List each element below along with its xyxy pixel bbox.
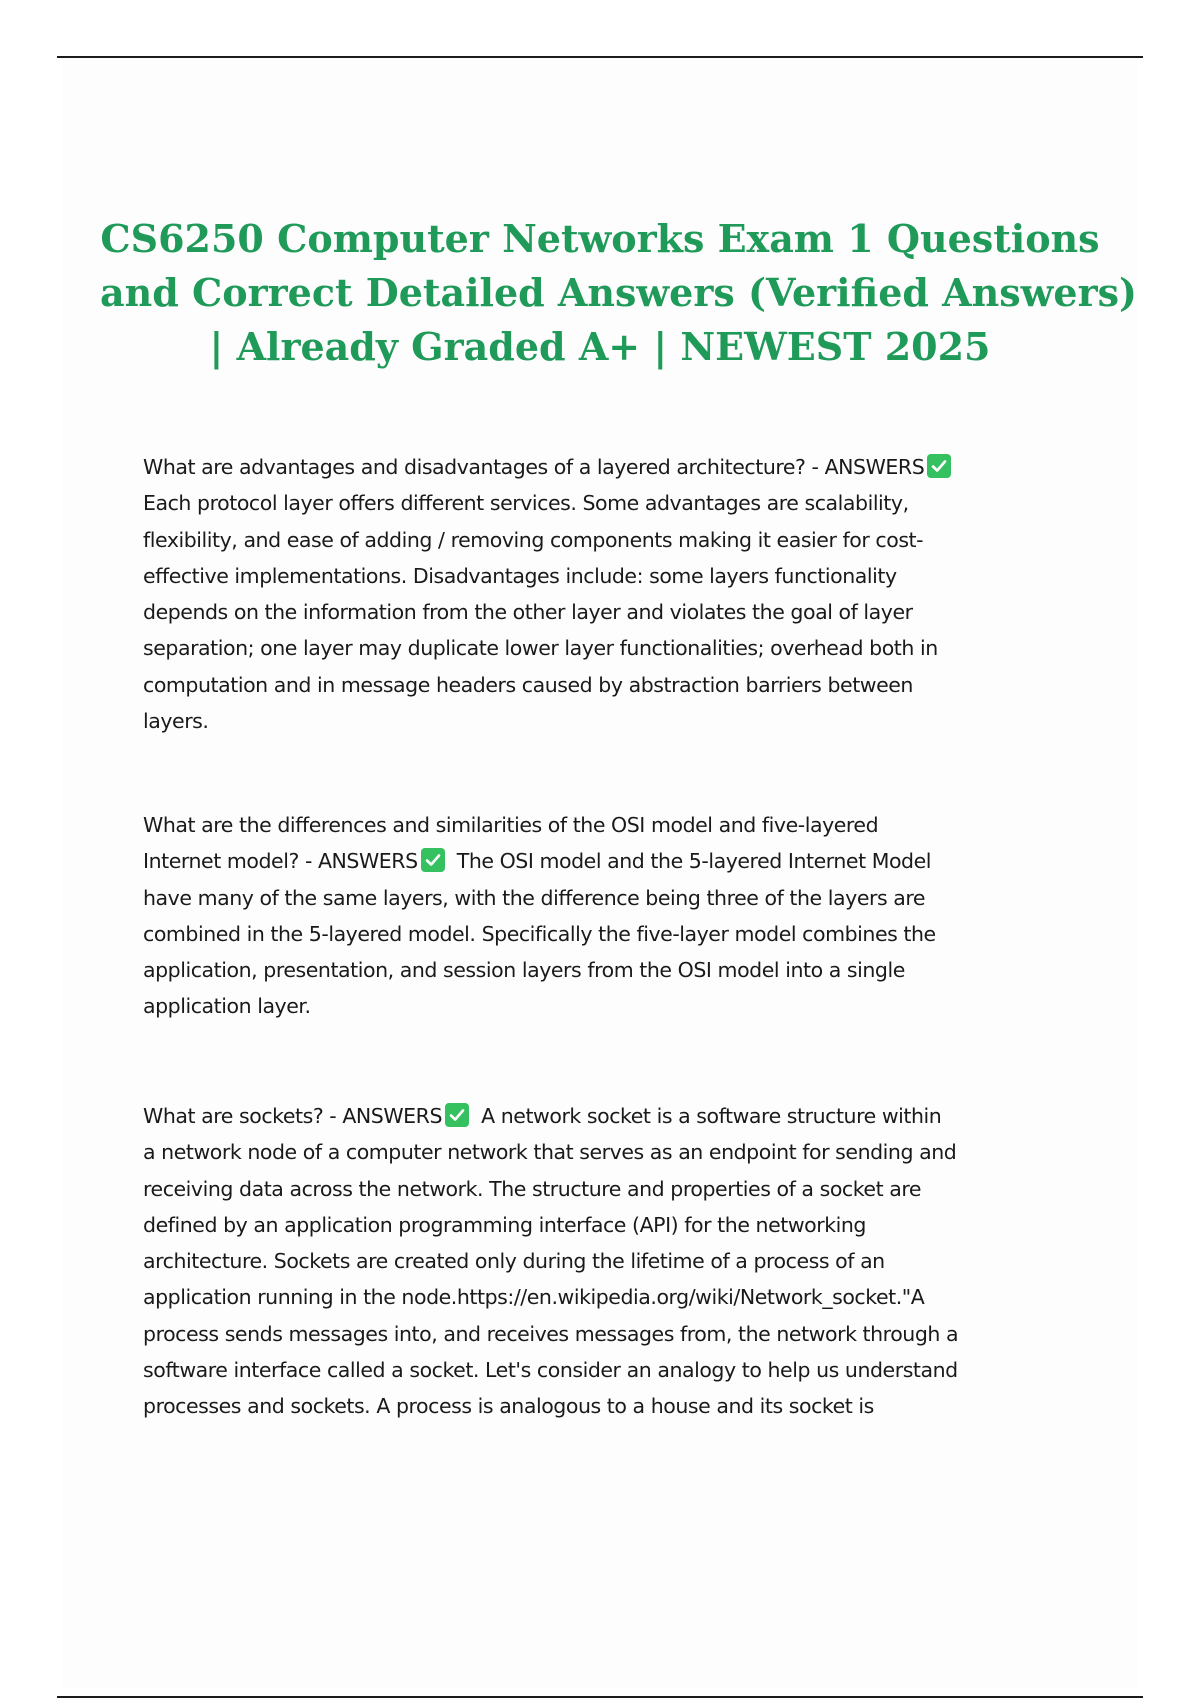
question-line xyxy=(143,1098,1073,1134)
answer-line: processes and sockets. A process is analogous to a house and its socket is xyxy=(143,1394,874,1419)
check-mark-icon xyxy=(445,1103,469,1127)
check-mark-icon xyxy=(927,454,951,478)
footer-rule xyxy=(57,1696,1143,1698)
answer-line: computation and in message headers caused by abstraction barriers between xyxy=(143,672,913,697)
answer-line: defined by an application programming interface (API) for the networking xyxy=(143,1212,866,1237)
answer-line: receiving data across the network. The structure and properties of a socket are xyxy=(143,1176,922,1201)
answer-line: have many of the same layers, with the difference being three of the layers are xyxy=(143,885,926,910)
answer-text: The OSI model and the 5-layered Internet Model xyxy=(456,849,932,874)
answer-line: architecture. Sockets are created only during the lifetime of a process of an xyxy=(143,1249,885,1274)
answer-line: application, presentation, and session layers from the OSI model into a single xyxy=(143,958,905,983)
question-line: What are the differences and similarities of the OSI model and five-layered xyxy=(143,813,879,837)
question-line xyxy=(143,449,1073,485)
answer-line: separation; one layer may duplicate lower layer functionalities; overhead both in xyxy=(143,636,938,661)
qa-block-sockets xyxy=(143,1098,1073,1425)
title-line: | Already Graded A+ | NEWEST 2025 xyxy=(209,324,991,369)
answer-line: application running in the node.https://en.wikipedia.org/wiki/Network_socket."A xyxy=(143,1285,925,1310)
question-text: What are sockets? - ANSWERS xyxy=(143,1104,443,1128)
answer-line: effective implementations. Disadvantages include: some layers functionality xyxy=(143,563,897,588)
answer-line: flexibility, and ease of adding / removing components making it easier for cost- xyxy=(143,527,924,552)
answer-line: layers. xyxy=(143,709,209,734)
answer-text: A network socket is a software structure within xyxy=(481,1104,942,1128)
answer-line: a network node of a computer network that serves as an endpoint for sending and xyxy=(143,1140,957,1165)
answer-line: depends on the information from the other layer and violates the goal of layer xyxy=(143,600,913,625)
question-line xyxy=(143,843,1073,879)
title-line: CS6250 Computer Networks Exam 1 Questions xyxy=(100,216,1100,261)
answer-line: combined in the 5-layered model. Specifically the five-layer model combines the xyxy=(143,921,936,946)
title-line: and Correct Detailed Answers (Verified Answers) xyxy=(100,270,1137,315)
qa-block-osi-model xyxy=(143,807,1073,1025)
question-text: Internet model? - ANSWERS xyxy=(143,849,418,874)
question-text: What are advantages and disadvantages of a layered architecture? - ANSWERS xyxy=(143,455,925,479)
answer-line: process sends messages into, and receives messages from, the network through a xyxy=(143,1321,959,1346)
answer-line: application layer. xyxy=(143,994,311,1019)
answer-line: software interface called a socket. Let's consider an analogy to help us understand xyxy=(143,1358,958,1383)
header-rule xyxy=(57,56,1143,58)
check-mark-icon xyxy=(421,848,445,872)
answer-line: Each protocol layer offers different services. Some advantages are scalability, xyxy=(143,491,909,516)
document-title xyxy=(100,212,1137,374)
qa-block-layered-architecture xyxy=(143,449,1073,739)
